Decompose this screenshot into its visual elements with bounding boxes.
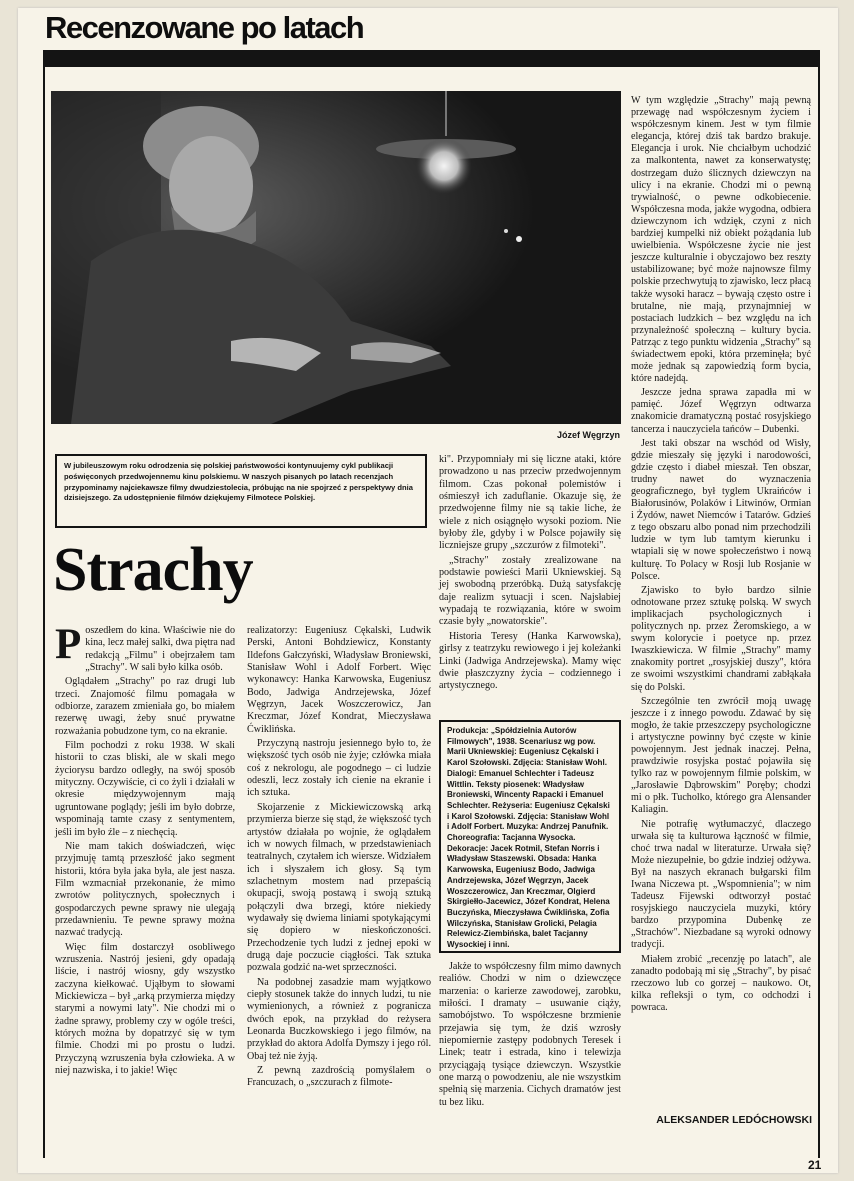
paragraph: Jeszcze jedna sprawa zapadła mi w pamięć. Józef Węgrzyn odtwarza znakomicie dramatyczną postać rosyjskiego tancerza i nauczyciela tańców – Dubenki. bbox=[631, 387, 811, 435]
section-header: Recenzowane po latach bbox=[45, 10, 364, 45]
film-still-image bbox=[51, 91, 621, 424]
article-column-3-top bbox=[439, 454, 621, 695]
paragraph: Jest taki obszar na wschód od Wisły, gdzie mieszały się języki i narodowości, gdzie często i diabeł mieszał. Ten obszar, trudny nawet do wyznaczenia geograficznego, był tyglem Ukraińców i Białorusinów, Polaków i Litwinów, Ormian i Żydów, nawet Niemców i Tatarów. Gdzieś z tego obszaru albo ponad nim przechodzili ludzie w tym lub tamtym kierunku i wtapiali się w nowe społeczeństwo i nową kulturę. To Polacy w Rosji lub Rosjanie w Polsce. bbox=[631, 437, 811, 582]
paragraph: Nie potrafię wytłumaczyć, dlaczego urwała się ta kulturowa łączność w filmie, choć trwa nadal w literaturze. Urwała się? Może niezupełnie, bo gdzie indziej odżywa. Był na naszych ekranach bułgarski film Iwana Niczewa pt. „Wspomnienia"; w nim Tadeusz Fijewski odtworzył postać rosyjskiego nauczyciela muzyki, który bardzo przypomina Dubenkę ze „Strachów". Niezbadane są wyroki odnowy tradycji. bbox=[631, 818, 811, 951]
article-column-3-bottom bbox=[439, 961, 621, 1111]
article-title: Strachy bbox=[53, 536, 253, 604]
paragraph: „Strachy" zostały zrealizowane na podstawie powieści Marii Ukniewskiej. Są jej swobodną przeróbką. Dużą satysfakcję daje realizm sytuacji i scen. Najsłabiej wypadają te rozwiązania, które w swoim czasie były „nowatorskie". bbox=[439, 554, 621, 628]
header-bar bbox=[43, 50, 820, 67]
paragraph: Skojarzenie z Mickiewiczowską arką przymierza bierze się stąd, że większość tych artystów działała po wojnie, że oglądałem ich w nowych filmach, w przedstawieniach teatralnych, czytałem ich wiersze. Widziałem ich i słyszałem ich głosy. Są tym szlachetnym mostem nad przepaścią okupacji, swoją postawą i swoją sztuką połączyli dwa brzegi, które niekiedy wydawały się dwiema liniami spotykającymi się dopiero w nieskończoności. Przechodzenie tych ludzi z jednej epoki w drugą daje poczucie ciągłości. Tak sztuka pozwala godzić na-wet sprzeczności. bbox=[247, 801, 431, 974]
article-column-4 bbox=[631, 95, 811, 1016]
film-credits-box bbox=[439, 720, 621, 953]
article-column-2 bbox=[247, 625, 431, 1092]
paragraph: oszedłem do kina. Właściwie nie do kina, lecz małej salki, dwa piętra nad redakcją „Filmu" i obejrzałem tam „Strachy". W sali było kilka osób. bbox=[85, 625, 235, 674]
paragraph: Zjawisko to było bardzo silnie odnotowane przez sztukę polską. W swych implikacjach psychologicznych i politycznych np. przez Żeromskiego, a w swym kolorycie i poetyce np. przez Iwaszkiewicza. W filmie „Strachy" mamy znakomity portret „rosyjskiej duszy", która ze swoimi wszystkimi chandrami zabłąkała się do Polski. bbox=[631, 584, 811, 693]
paragraph: Więc film dostarczył osobliwego wzruszenia. Nastrój jesieni, gdy opadają liście, i nastrój wiosny, gdy wszystko zaczyna kiełkować. Ująłbym to słowami Mickiewicza – był „arką przymierza między starymi a nowymi laty". Nie chodzi mi o żadne sprawy, problemy czy w ogóle treści, których można by dopatrzyć się w tym filmie. Chodzi mi po prostu o ludzi. Przyczyną wzruszenia była człowieka. A w niej nazwiska, i to jakie! Więc bbox=[55, 941, 235, 1077]
film-still-photo bbox=[51, 91, 621, 424]
author-signature: ALEKSANDER LEDÓCHOWSKI bbox=[656, 1114, 812, 1126]
article-column-1 bbox=[55, 621, 235, 1079]
paragraph: Historia Teresy (Hanka Karwowska), girlsy z teatrzyku rewiowego i jej koleżanki Linki (Jadwiga Andrzejewska). Mamy więc dwie płaszczyzny życia – codziennego i artystycznego. bbox=[439, 630, 621, 692]
paragraph: Szczególnie ten zwrócił moją uwagę jeszcze i z innego powodu. Zdawać by się mogło, że takie przeszczepy psychologiczne i artystyczne powinny być częste w kinie powojennym. Jest jednak inaczej. Pełna, prawdziwie rosyjska postać pojawiła się tylko raz w powojennym filmie polskim, w „Jarosławie Dąbrowskim" Poręby; chodzi mi o płk. Tucholko, którego gra Alensander Kaliagin. bbox=[631, 695, 811, 816]
magazine-page bbox=[18, 8, 838, 1173]
series-intro-box: W jubileuszowym roku odrodzenia się polskiej państwowości kontynuujemy cykl publikacji poświęconych przedwojennemu kinu polskiemu. W naszych pisanych po latach recenzjach przypominamy najciekawsze filmy dwudziestolecia, próbując na nie spojrzeć z perspektywy dnia dzisiejszego. Za udostępnienie filmów dziękujemy Filmotece Polskiej. bbox=[55, 454, 427, 528]
paragraph: Oglądałem „Strachy" po raz drugi lub trzeci. Znajomość filmu pomagała w odbiorze, zarazem zmieniała go, bo miałem rezerwę uwagi, żeby snuć prywatne rozważania pobudzone tym, co na ekranie. bbox=[55, 676, 235, 737]
page-number: 21 bbox=[808, 1158, 822, 1172]
paragraph: Nie mam takich doświadczeń, więc przyjmuję tamtą przeszłość jako segment historii, która była jaka była, ale jest nasza. Film wzmacniał przekonanie, że mimo zwrotów politycznych, społecznych i gospodarczych pewne sprawy nie ulegają przedawnieniu. Te pewne sprawy można nazwać tradycją. bbox=[55, 840, 235, 939]
photo-caption: Józef Węgrzyn bbox=[556, 430, 620, 440]
drop-cap: P bbox=[55, 621, 82, 668]
paragraph: ki". Przypomniały mi się liczne ataki, które prowadzono u nas przeciw przedwojennym filmom. Czas pokonał polemistów i ośmieszył ich zaduflanie. Okazuje się, że przedwojenne filmy nie są takie liche, że wiele z nich osiągnęło wysoki poziom. Nie byłoby źle, gdyby i w Polsce pojawiły się liczniejsze grupy „szczurów z filmoteki". bbox=[439, 454, 621, 552]
paragraph: Miałem zrobić „recenzję po latach", ale zanadto podobają mi się „Strachy", by pisać rzeczowo lub co gorzej – naukowo. Ot, kilka refleksji o tym, co odchodzi i powraca. bbox=[631, 953, 811, 1013]
paragraph: Przyczyną nastroju jesiennego było to, że większość tych osób nie żyje; człówka miała coś z nekrologu, ale pogodnego – ci ludzie odeszli, lecz zostały ich cienie na ekranie i ich sztuka. bbox=[247, 738, 431, 799]
paragraph: realizatorzy: Eugeniusz Cękalski, Ludwik Perski, Antoni Bohdziewicz, Konstanty Ildefons Gałczyński, Władysław Broniewski, Stanisław Wohl i Adolf Forbert. Więc wykonawcy: Hanka Karwowska, Eugeniusz Bodo, Jadwiga Andrzejewska, Józef Węgrzyn, Jacek Woszczerowicz, Jan Kreczmar, Józef Kondrat, Mieczysława Ćwiklińska. bbox=[247, 625, 431, 735]
paragraph: Jakże to współczesny film mimo dawnych realiów. Chodzi w nim o dziewczęce marzenia: o karierze zawodowej, zarobku, miłości. I dramaty – usuwanie ciąży, samobójstwo. To współczesne brzmienie przejawia się tym, że dziś wzrosły niepomiernie zastępy podobnych Teresek i Linek; teatr i estrada, kino i telewizja przyciągają tysiące dziewczyn. Wszystkie one marzą o powodzeniu, ale nie wszystkim spełnią się marzenia. Cichych dramatów jest tu bez liku. bbox=[439, 961, 621, 1108]
paragraph: Na podobnej zasadzie mam wyjątkowo ciepły stosunek także do innych ludzi, tu nie wymienionych, a również z pogranicza dwóch epok, na przykład do reżysera Leonarda Buczkowskiego i jego filmów, na przykład do aktora Adolfa Dymszy i jego ról. Obaj też nie żyją. bbox=[247, 976, 431, 1062]
paragraph: Film pochodzi z roku 1938. W skali historii to czas bliski, ale w skali mego życiorysu bardzo odległy, na swój sposób mityczny. Oczywiście, ci co żyli i działali w okresie międzywojennym mają ugruntowane poglądy; jeśli im było dobrze, wspominają tamte czasy z sentymentem, jeśli im było źle – z niechęcią. bbox=[55, 740, 235, 838]
paragraph: Z pewną zazdrością pomyślałem o Francuzach, o „szczurach z filmote- bbox=[247, 1065, 431, 1089]
paragraph: W tym względzie „Strachy" mają pewną przewagę nad współczesnym życiem i współczesnym kinem. Jest w tym filmie elegancja, której dziś tak bardzo brakuje. Elegancja i urok. Nie chciałbym uchodzić za malkontenta, nawet za konserwatystę; dostrzegam dużo ślicznych dziewczyn na ulicy i na ekranie. Chodzi mi o pewną trywialność, o pewne odkobiecenie. Współczesna moda, jakże wygodna, odbiera dziewczynom ich wdzięk, czyni z nich bardziej kumpelki niż obiekt pożądania lub uwielbienia. Współczesne życie nie jest jeszcze kulturalnie i obyczajowo bez reszty ustabilizowane; być może najnowsze filmy polskie przechwytują to zjawisko, lecz płacą także wysoki haracz – bywają często ostre i brutalne, nie mają, przynajmniej w postaciach ludzkich – bez względu na ich przynależność społeczną – kultury bycia. Patrząc z tego punktu widzenia „Strachy" są świadectwem epoki, która przeminęła; być może jednak są zapowiedzią form bycia, które nadejdą. bbox=[631, 95, 811, 385]
credits-text: Produkcja: „Spółdzielnia Autorów Filmowych", 1938. Scenariusz wg pow. Marii Ukniewskiej: Eugeniusz Cękalski i Karol Szołowski. Zdjęcia: Stanisław Wohl. Dialogi: Emanuel Schlechter i Tadeusz Wittlin. Teksty piosenek: Władysław Broniewski, Wincenty Rapacki i Emanuel Schlechter. Reżyseria: Eugeniusz Cękalski i Karol Szołowski. Zdjęcia: Stanisław Wohl i Adolf Forbert. Muzyka: Andrzej Panufnik. Choreografia: Tacjanna Wysocka. Dekoracje: Jacek Rotmil, Stefan Norris i Władysław Staszewski. Obsada: Hanka Karwowska, Eugeniusz Bodo, Jadwiga Andrzejewska, Józef Węgrzyn, Jacek Woszczerowicz, Jan Kreczmar, Olgierd Skirgiełło-Jacewicz, Józef Kondrat, Helena Buczyńska, Mieczysława Ćwiklińska, Zofia Wilczyńska, Stanisław Grolicki, Pelagia Relewicz-Ziembińska, balet Tacjanny Wysockiej i inni. bbox=[447, 726, 610, 950]
